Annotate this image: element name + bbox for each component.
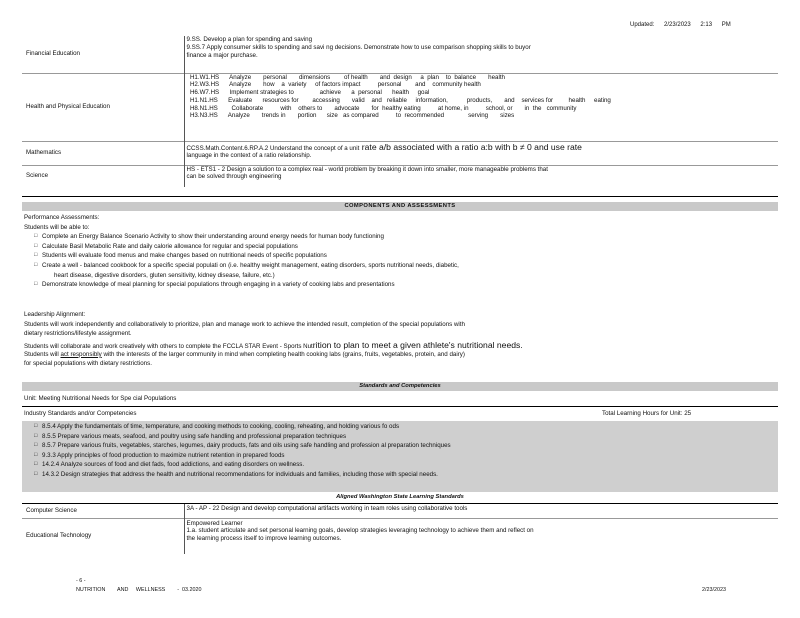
list-item: □ 8.5.4 Apply the fundamentals of time, temperature, and cooking methods to cooking, cooling, reheating, and holding various fo ods	[22, 423, 778, 433]
list-item: □ 14.3.2 Design strategies that address the health and nutritional recommendations for individuals and families, including those with special needs.	[22, 471, 778, 481]
section-divider	[22, 196, 778, 197]
list-item: □ 8.5.7 Prepare various fruits, vegetables, starches, legumes, dairy products, fats and oils using safe handling and profession al preparation techniques	[22, 442, 778, 452]
standard-line: H2.W3.HS Analyze how a variety of factors impact personal and community health	[186, 81, 481, 89]
industry-header	[24, 410, 776, 420]
aligned-standards-table	[22, 504, 778, 554]
industry-label: Industry Standards and/or Competencies	[24, 410, 137, 417]
standard-line: Empowered Learner	[186, 519, 243, 527]
section-divider	[22, 406, 778, 407]
standard-line: the learning process itself to improve learning outcomes.	[186, 535, 342, 542]
updated-stamp	[622, 22, 731, 30]
standard-line: H8.N1.HS Collaborate with others to advocate for healthy eating at home, in school, or in the community	[186, 104, 577, 112]
standard-cell	[184, 165, 778, 187]
standard-line: 9.SS. Develop a plan for spending and saving	[186, 36, 313, 43]
subject-cell: Computer Science	[26, 506, 77, 514]
standard-line: H3.N3.HS Analyze trends in portion size as compared to recommended serving sizes	[186, 112, 515, 120]
standard-line: HS - ETS1 - 2 Design a solution to a complex real - world problem by breaking it down into smaller, more manageable problems that	[186, 165, 548, 173]
updated-ampm: PM	[721, 22, 731, 28]
list-item: □ Complete an Energy Balance Scenario Activity to show their understanding around energy needs for human body functioning	[24, 233, 776, 243]
leader-text: with the interests of the larger community in mind when completing health cooking labs (grains, fruits, vegetables, protein, and dairy)	[101, 350, 465, 358]
table-row	[22, 518, 778, 554]
standard-text-large: rate a/b associated with a ratio a:b with b ≠ 0 and use rate	[359, 141, 582, 152]
course-footer: NUTRITION AND WELLNESS - 03.2020	[76, 587, 202, 593]
components-band: COMPONENTS AND ASSESSMENTS	[22, 202, 778, 211]
standard-text: CCSS.Math.Content.6.RP.A.2 Understand the concept of a unit	[186, 144, 360, 152]
leader-text: Students will	[24, 350, 61, 358]
subject-cell: Mathematics	[26, 149, 62, 157]
leader-line	[24, 340, 776, 351]
leader-line: Students will work independently and collaboratively to prioritize, plan and manage work to achieve the intended result, completion of the special populations with	[24, 320, 465, 328]
standard-line	[187, 142, 777, 153]
perf-intro: Students will be able to:	[24, 223, 90, 231]
standard-line: H1.W1.HS Analyze personal dimensions of health and design a plan to balance health	[186, 73, 505, 81]
standard-cell	[184, 518, 778, 554]
table-row	[22, 504, 778, 518]
performance-assessments	[24, 214, 776, 291]
leadership-alignment	[24, 311, 776, 370]
list-item: □ Create a well - balanced cookbook for a specific special populati on (i.e. healthy weight management, eating disorders, sports nutritional needs, diabetic,	[24, 262, 776, 272]
page-number: - 6 -	[76, 578, 86, 584]
standards-band: Standards and Competencies	[22, 382, 778, 391]
industry-standards-list	[22, 421, 778, 492]
table-row	[22, 73, 778, 141]
standard-line: 1.a. student articulate and set personal learning goals, develop strategies leveraging technology to achieve them and reflect on	[186, 527, 534, 535]
leader-text: Students will collaborate and work creatively with others to complete the FCCLA STAR Event - Sports Nut	[24, 342, 313, 350]
updated-date: 2/23/2023	[664, 22, 691, 28]
table-row	[22, 165, 778, 187]
standard-line: can be solved through engineering	[186, 173, 282, 181]
list-item: □ Students will evaluate food menus and make changes based on nutritional needs of specific populations	[24, 252, 776, 262]
updated-label: Updated:	[630, 22, 655, 28]
list-item: □ 9.3.3 Apply principles of food production to maximize nutrient retention in prepared foods	[22, 452, 778, 462]
standard-cell	[184, 141, 778, 165]
subject-cell: Health and Physical Education	[26, 103, 110, 111]
standard-line: 3A - AP - 22 Design and develop computational artifacts working in team roles using collaborative tools	[186, 505, 468, 512]
list-item: □ Demonstrate knowledge of meal planning for special populations through engaging in a variety of cooking labs and presentations	[24, 281, 776, 291]
leader-line	[24, 351, 776, 361]
standard-line: H6.W7.HS Implement strategies to achieve a personal health goal	[186, 89, 430, 96]
unit-title: Unit: Meeting Nutritional Needs for Spe cial Populations	[24, 395, 177, 402]
standard-cell	[184, 504, 778, 518]
subject-standards-table	[22, 36, 778, 187]
table-row	[22, 36, 778, 73]
leader-line: dietary restrictions/lifestyle assignment.	[24, 330, 132, 338]
aligned-band: Aligned Washington State Learning Standards	[22, 493, 778, 502]
subject-cell: Financial Education	[26, 50, 81, 58]
list-item-cont: heart disease, digestive disorders, gluten sensitivity, kidney disease, failure, etc.)	[54, 271, 275, 279]
perf-heading: Performance Assessments:	[24, 214, 100, 221]
leader-line: for special populations with dietary restrictions.	[24, 360, 152, 368]
subject-cell: Science	[26, 172, 49, 180]
table-row	[22, 141, 778, 165]
standard-line: H1.N1.HS Evaluate resources for accessing valid and reliable information, products, and services for health eating	[186, 96, 611, 104]
leader-text-underlined: act responsibly	[60, 350, 102, 358]
list-item: □ Calculate Basil Metabolic Rate and daily calorie allowance for regular and special populations	[24, 243, 776, 253]
standard-line: 9.SS.7 Apply consumer skills to spending and savi ng decisions. Demonstrate how to use comparison shopping skills to buyor	[186, 43, 531, 51]
updated-time: 2:13	[700, 22, 713, 28]
list-item: □ 8.5.5 Prepare various meats, seafood, and poultry using safe handling and professional preparation techniques	[22, 433, 778, 443]
standard-line: language in the context of a ratio relationship.	[186, 152, 312, 160]
standard-line: finance a major purchase.	[186, 51, 258, 59]
leader-text-large: rition to plan to meet a given athlete's nutritional needs.	[312, 339, 523, 350]
list-item: □ 14.2.4 Analyze sources of food and diet fads, food addictions, and eating disorders on wellness.	[22, 461, 778, 471]
standard-cell	[184, 73, 778, 141]
standard-cell	[184, 36, 778, 73]
learning-hours: Total Learning Hours for Unit: 25	[602, 410, 692, 417]
leader-heading: Leadership Alignment:	[24, 311, 86, 318]
footer-date: 2/23/2023	[702, 587, 726, 593]
subject-cell: Educational Technology	[26, 532, 92, 540]
